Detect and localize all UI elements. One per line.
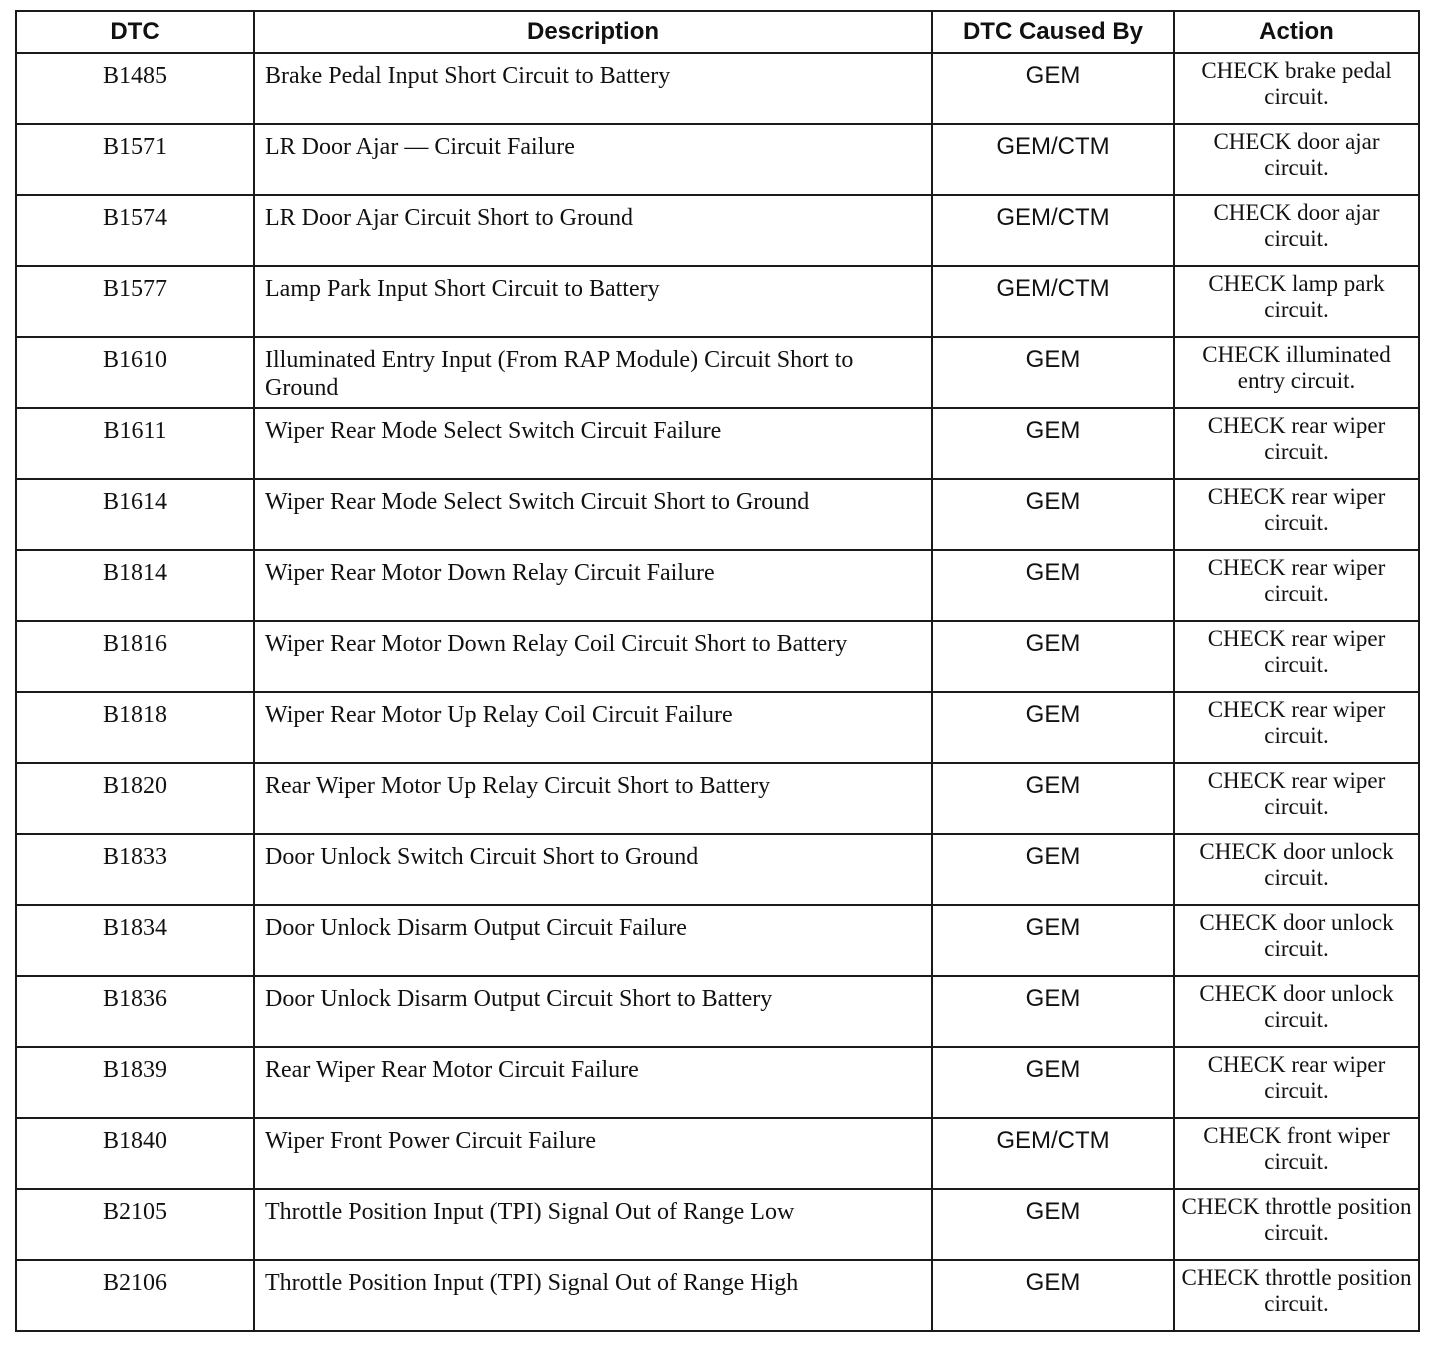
- table-row: [16, 195, 1419, 266]
- dtc-action: CHECK rear wiper circuit.: [1174, 408, 1419, 479]
- dtc-caused-by: GEM: [932, 834, 1174, 905]
- table-row: [16, 692, 1419, 763]
- dtc-description: Door Unlock Disarm Output Circuit Failure: [254, 905, 932, 976]
- dtc-caused-by: GEM: [932, 337, 1174, 408]
- header-description: Description: [254, 11, 932, 53]
- header-caused-by: DTC Caused By: [932, 11, 1174, 53]
- table-row: [16, 763, 1419, 834]
- dtc-description: LR Door Ajar Circuit Short to Ground: [254, 195, 932, 266]
- dtc-action: CHECK illuminated entry circuit.: [1174, 337, 1419, 408]
- dtc-code: B1816: [16, 621, 254, 692]
- dtc-description: Wiper Rear Motor Down Relay Coil Circuit Short to Battery: [254, 621, 932, 692]
- dtc-caused-by: GEM: [932, 1047, 1174, 1118]
- dtc-caused-by: GEM: [932, 692, 1174, 763]
- dtc-code: B1610: [16, 337, 254, 408]
- dtc-description: LR Door Ajar — Circuit Failure: [254, 124, 932, 195]
- dtc-caused-by: GEM/CTM: [932, 195, 1174, 266]
- dtc-description: Wiper Rear Mode Select Switch Circuit Short to Ground: [254, 479, 932, 550]
- dtc-action: CHECK door ajar circuit.: [1174, 195, 1419, 266]
- dtc-description: Brake Pedal Input Short Circuit to Battery: [254, 53, 932, 124]
- dtc-description: Wiper Rear Motor Up Relay Coil Circuit Failure: [254, 692, 932, 763]
- dtc-action: CHECK rear wiper circuit.: [1174, 692, 1419, 763]
- dtc-action: CHECK front wiper circuit.: [1174, 1118, 1419, 1189]
- dtc-description: Illuminated Entry Input (From RAP Module) Circuit Short to Ground: [254, 337, 932, 408]
- dtc-action: CHECK throttle position circuit.: [1174, 1189, 1419, 1260]
- dtc-code: B1574: [16, 195, 254, 266]
- dtc-code: B1614: [16, 479, 254, 550]
- table-row: [16, 550, 1419, 621]
- table-row: [16, 479, 1419, 550]
- dtc-code: B1571: [16, 124, 254, 195]
- dtc-code: B1833: [16, 834, 254, 905]
- dtc-action: CHECK door unlock circuit.: [1174, 976, 1419, 1047]
- dtc-action: CHECK door ajar circuit.: [1174, 124, 1419, 195]
- dtc-description: Throttle Position Input (TPI) Signal Out of Range Low: [254, 1189, 932, 1260]
- dtc-code: B1820: [16, 763, 254, 834]
- dtc-table-container: [15, 10, 1418, 1332]
- dtc-code: B2106: [16, 1260, 254, 1331]
- table-row: [16, 124, 1419, 195]
- dtc-code: B1836: [16, 976, 254, 1047]
- dtc-description: Rear Wiper Rear Motor Circuit Failure: [254, 1047, 932, 1118]
- dtc-action: CHECK rear wiper circuit.: [1174, 550, 1419, 621]
- dtc-description: Lamp Park Input Short Circuit to Battery: [254, 266, 932, 337]
- header-row: [16, 11, 1419, 53]
- dtc-description: Rear Wiper Motor Up Relay Circuit Short to Battery: [254, 763, 932, 834]
- dtc-action: CHECK rear wiper circuit.: [1174, 479, 1419, 550]
- table-row: [16, 1118, 1419, 1189]
- table-row: [16, 337, 1419, 408]
- dtc-caused-by: GEM: [932, 976, 1174, 1047]
- dtc-caused-by: GEM: [932, 1189, 1174, 1260]
- dtc-caused-by: GEM/CTM: [932, 1118, 1174, 1189]
- table-body: [16, 53, 1419, 1331]
- dtc-action: CHECK lamp park circuit.: [1174, 266, 1419, 337]
- header-dtc: DTC: [16, 11, 254, 53]
- dtc-code: B1577: [16, 266, 254, 337]
- header-action: Action: [1174, 11, 1419, 53]
- dtc-caused-by: GEM: [932, 1260, 1174, 1331]
- dtc-code: B1485: [16, 53, 254, 124]
- dtc-caused-by: GEM: [932, 408, 1174, 479]
- dtc-action: CHECK brake pedal circuit.: [1174, 53, 1419, 124]
- dtc-action: CHECK throttle position circuit.: [1174, 1260, 1419, 1331]
- dtc-caused-by: GEM/CTM: [932, 266, 1174, 337]
- table-row: [16, 53, 1419, 124]
- table-row: [16, 621, 1419, 692]
- table-row: [16, 1047, 1419, 1118]
- dtc-code: B1840: [16, 1118, 254, 1189]
- dtc-action: CHECK rear wiper circuit.: [1174, 621, 1419, 692]
- dtc-description: Wiper Front Power Circuit Failure: [254, 1118, 932, 1189]
- dtc-caused-by: GEM/CTM: [932, 124, 1174, 195]
- dtc-caused-by: GEM: [932, 621, 1174, 692]
- dtc-code: B1818: [16, 692, 254, 763]
- table-row: [16, 1260, 1419, 1331]
- table-row: [16, 976, 1419, 1047]
- table-row: [16, 266, 1419, 337]
- dtc-caused-by: GEM: [932, 53, 1174, 124]
- table-header: [16, 11, 1419, 53]
- dtc-caused-by: GEM: [932, 479, 1174, 550]
- table-row: [16, 1189, 1419, 1260]
- dtc-code: B1611: [16, 408, 254, 479]
- dtc-description: Throttle Position Input (TPI) Signal Out of Range High: [254, 1260, 932, 1331]
- dtc-action: CHECK rear wiper circuit.: [1174, 1047, 1419, 1118]
- dtc-description: Wiper Rear Mode Select Switch Circuit Failure: [254, 408, 932, 479]
- dtc-caused-by: GEM: [932, 550, 1174, 621]
- dtc-description: Door Unlock Disarm Output Circuit Short to Battery: [254, 976, 932, 1047]
- dtc-action: CHECK door unlock circuit.: [1174, 834, 1419, 905]
- table-row: [16, 834, 1419, 905]
- dtc-code: B1839: [16, 1047, 254, 1118]
- dtc-action: CHECK rear wiper circuit.: [1174, 763, 1419, 834]
- dtc-description: Wiper Rear Motor Down Relay Circuit Failure: [254, 550, 932, 621]
- dtc-code: B1814: [16, 550, 254, 621]
- table-row: [16, 408, 1419, 479]
- dtc-action: CHECK door unlock circuit.: [1174, 905, 1419, 976]
- dtc-description: Door Unlock Switch Circuit Short to Ground: [254, 834, 932, 905]
- dtc-caused-by: GEM: [932, 763, 1174, 834]
- dtc-code: B2105: [16, 1189, 254, 1260]
- table-row: [16, 905, 1419, 976]
- dtc-code: B1834: [16, 905, 254, 976]
- dtc-caused-by: GEM: [932, 905, 1174, 976]
- dtc-table: [15, 10, 1420, 1332]
